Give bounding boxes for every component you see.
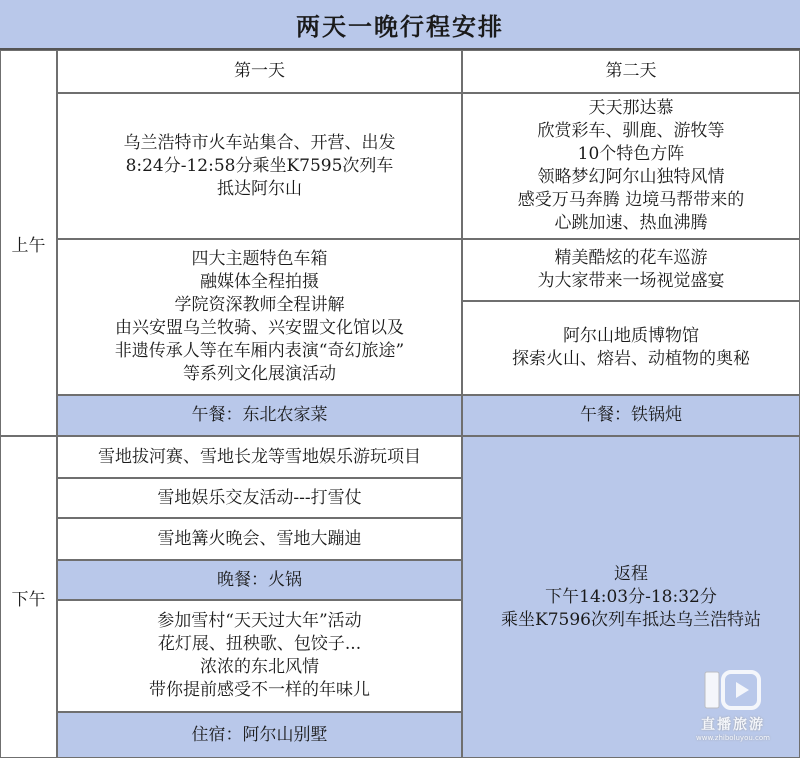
text-line: 花灯展、扭秧歌、包饺子...: [157, 634, 362, 654]
text-line: 抵达阿尔山: [217, 178, 302, 199]
period-afternoon: 下午: [0, 436, 57, 758]
text-line: 精美酷炫的花车巡游: [554, 248, 708, 268]
text-line: 非遗传承人等在车厢内表演“奇幻旅途”: [114, 341, 405, 361]
watermark-text: 直播旅游: [701, 717, 765, 733]
text-line: 下午14:03分-18:32分: [545, 586, 717, 607]
header-day2: 第二天: [462, 50, 800, 93]
text-line: 由兴安盟乌兰牧骑、兴安盟文化馆以及: [115, 318, 404, 338]
day1-dinner: 晚餐：火锅: [57, 560, 462, 600]
header-day1: 第一天: [57, 50, 462, 93]
text-line: 为大家带来一场视觉盛宴: [537, 271, 725, 291]
tv-play-icon: [703, 668, 763, 712]
text-line: 感受万马奔腾 边境马帮带来的: [517, 190, 745, 210]
day1-afternoon-item3: 雪地篝火晚会、雪地大蹦迪: [57, 518, 462, 560]
text-line: 浓浓的东北风情: [200, 657, 319, 677]
day2-morning-block3: [462, 301, 800, 395]
text-line: 返程: [614, 563, 648, 584]
day1-afternoon-item1: 雪地拔河赛、雪地长龙等雪地娱乐游玩项目: [57, 436, 462, 478]
text-line: 天天那达慕: [588, 98, 674, 118]
text-line: 融媒体全程拍摄: [200, 272, 319, 292]
text-line: 乌兰浩特市火车站集合、开营、出发: [123, 132, 396, 153]
day1-morning-block1: [57, 93, 462, 239]
period-morning: 上午: [0, 50, 57, 436]
text-line: 学院资深教师全程讲解: [174, 295, 345, 315]
text-line: 带你提前感受不一样的年味儿: [149, 680, 370, 700]
text-line: 四大主题特色车箱: [191, 249, 328, 269]
table-title: 两天一晚行程安排: [0, 0, 800, 50]
day1-lunch: 午餐：东北农家菜: [57, 395, 462, 436]
text-line: 乘坐K7596次列车抵达乌兰浩特站: [501, 609, 761, 630]
text-line: 欣赏彩车、驯鹿、游牧等: [537, 121, 725, 141]
watermark: [688, 668, 778, 748]
day1-evening: [57, 600, 462, 712]
text-line: 探索火山、熔岩、动植物的奥秘: [512, 349, 750, 369]
text-line: 心跳加速、热血沸腾: [554, 213, 708, 233]
day1-lodging: 住宿：阿尔山别墅: [57, 712, 462, 758]
day2-morning-block1: [462, 93, 800, 239]
text-line: 领略梦幻阿尔山独特风情: [537, 167, 725, 187]
text-line: 阿尔山地质博物馆: [563, 326, 699, 346]
text-line: 参加雪村“天天过大年”活动: [157, 611, 362, 631]
text-line: 8:24分-12:58分乘坐K7595次列车: [125, 155, 394, 176]
day2-lunch: 午餐：铁锅炖: [462, 395, 800, 436]
day2-morning-block2: [462, 239, 800, 301]
text-line: 10个特色方阵: [577, 144, 685, 164]
watermark-url: www.zhiboluyou.com: [696, 734, 770, 742]
day1-afternoon-item2: 雪地娱乐交友活动---打雪仗: [57, 478, 462, 518]
text-line: 等系列文化展演活动: [183, 364, 336, 384]
day1-morning-block2: [57, 239, 462, 395]
